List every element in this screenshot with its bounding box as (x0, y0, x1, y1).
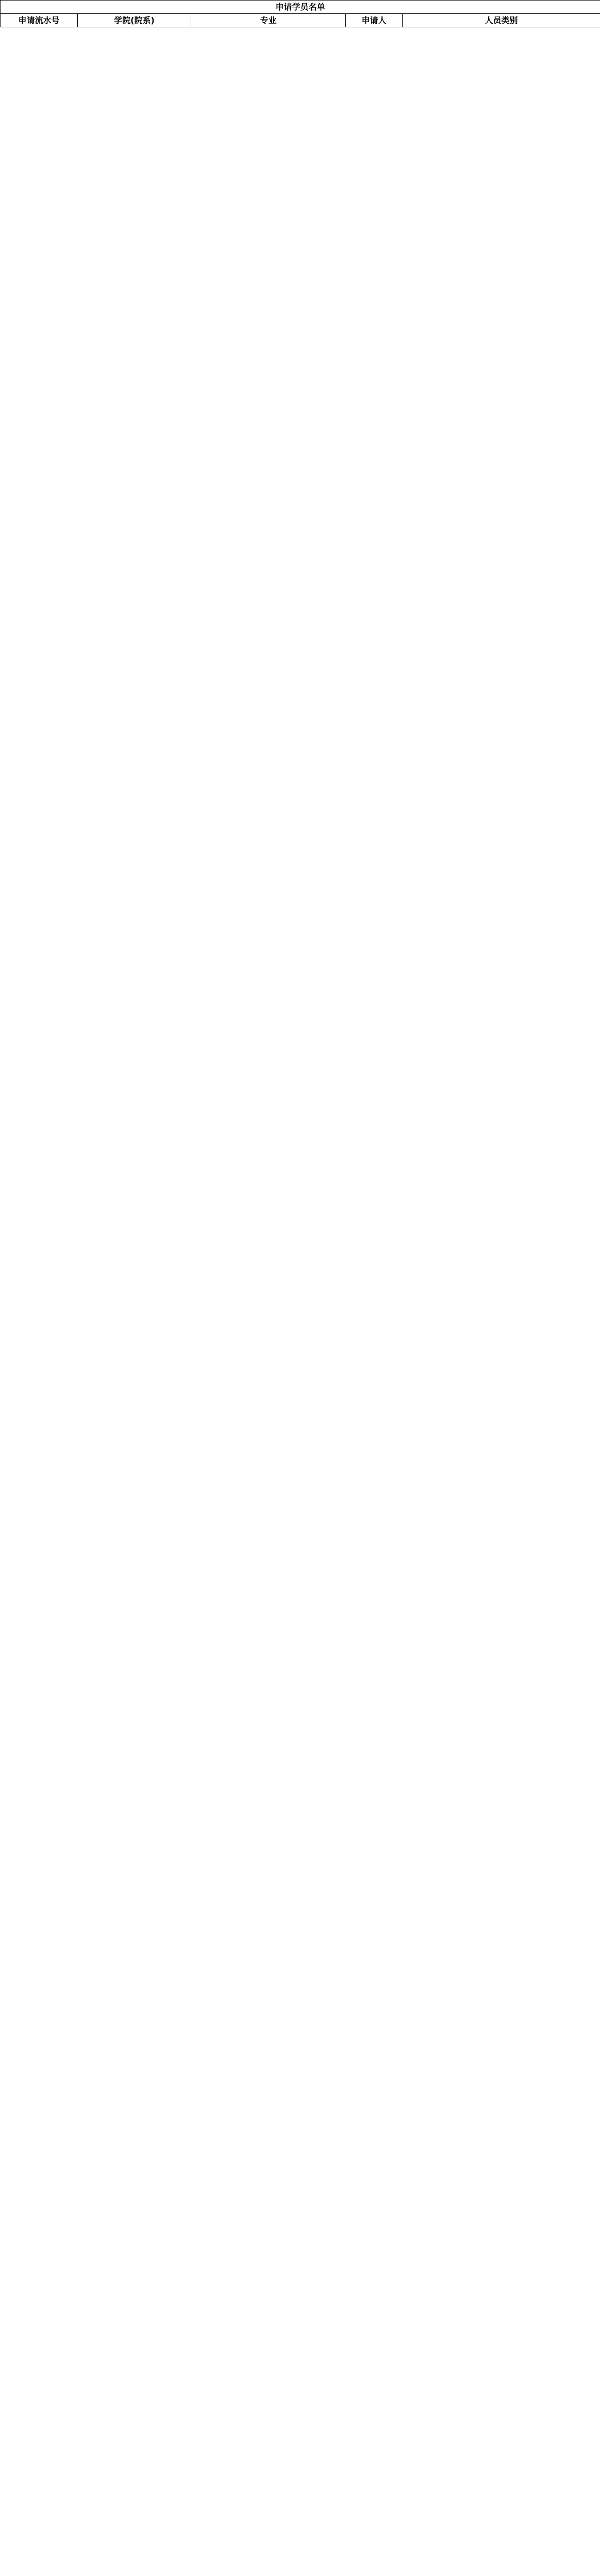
column-header-name: 申请人 (346, 14, 403, 27)
column-header-college: 学院(院系) (78, 14, 191, 27)
applicant-roster-table (0, 0, 600, 27)
column-header-major: 专业 (191, 14, 346, 27)
header-row (1, 14, 600, 27)
page-title: 申请学员名单 (1, 1, 600, 14)
column-header-type: 人员类别 (403, 14, 600, 27)
column-header-id: 申请流水号 (1, 14, 78, 27)
roster-page (0, 0, 600, 27)
title-row (1, 1, 600, 14)
